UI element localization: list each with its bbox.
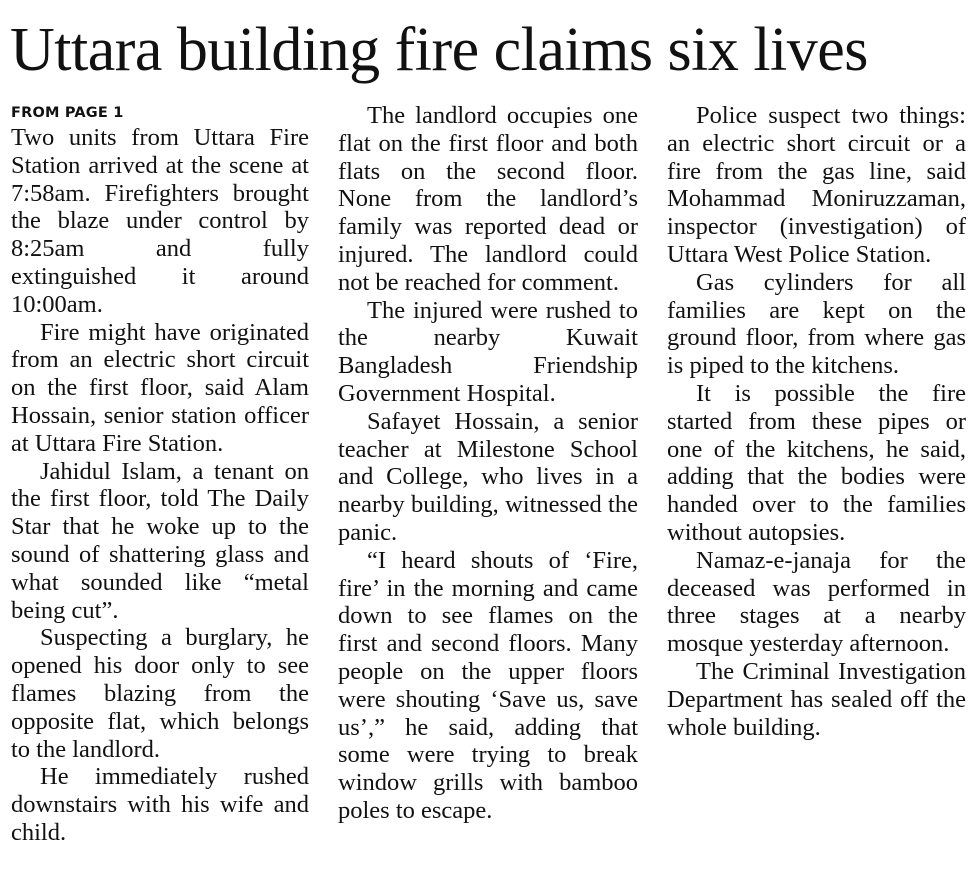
paragraph: Fire might have originated from an electric short circuit on the first floor, said Alam Hossain, senior station officer at Uttara Fire Station.: [11, 318, 309, 457]
paragraph: The injured were rushed to the nearby Kuwait Bangladesh Friendship Government Hospital.: [338, 296, 638, 407]
column-1: [11, 102, 309, 847]
paragraph: It is possible the fire started from these pipes or one of the kitchens, he said, adding that the bodies were handed over to the families without autopsies.: [667, 379, 966, 546]
paragraph: Namaz-e-janaja for the deceased was performed in three stages at a nearby mosque yesterday afternoon.: [667, 546, 966, 658]
paragraph: Gas cylinders for all families are kept on the ground floor, from where gas is piped to the kitchens.: [667, 268, 966, 380]
headline: Uttara building fire claims six lives: [10, 16, 868, 84]
paragraph: The landlord occupies one flat on the first floor and both flats on the second floor. None from the landlord’s family was reported dead or injured. The landlord could not be reached for comment.: [338, 102, 638, 296]
paragraph: The Criminal Investigation Department has sealed off the whole building.: [667, 657, 966, 741]
kicker: FROM PAGE 1: [11, 105, 124, 121]
paragraph: Safayet Hossain, a senior teacher at Milestone School and College, who lives in a nearby building, witnessed the panic.: [338, 407, 638, 546]
paragraph: Jahidul Islam, a tenant on the first floor, told The Daily Star that he woke up to the sound of shattering glass and what sounded like “metal being cut”.: [11, 457, 309, 624]
paragraph: Suspecting a burglary, he opened his door only to see flames blazing from the opposite flat, which belongs to the landlord.: [11, 624, 309, 763]
paragraph: Two units from Uttara Fire Station arrived at the scene at 7:58am. Firefighters brought the blaze under control by 8:25am and fully extinguished it around 10:00am.: [11, 124, 309, 318]
column-2: [338, 102, 638, 825]
column-3: [667, 102, 966, 741]
paragraph: Police suspect two things: an electric short circuit or a fire from the gas line, said Mohammad Moniruzzaman, inspector (investigation) of Uttara West Police Station.: [667, 102, 966, 268]
paragraph: “I heard shouts of ‘Fire, fire’ in the morning and came down to see flames on the first and second floors. Many people on the upper floors were shouting ‘Save us, save us’,” he said, adding that some were trying to break window grills with bamboo poles to escape.: [338, 546, 638, 824]
paragraph: He immediately rushed downstairs with his wife and child.: [11, 763, 309, 846]
